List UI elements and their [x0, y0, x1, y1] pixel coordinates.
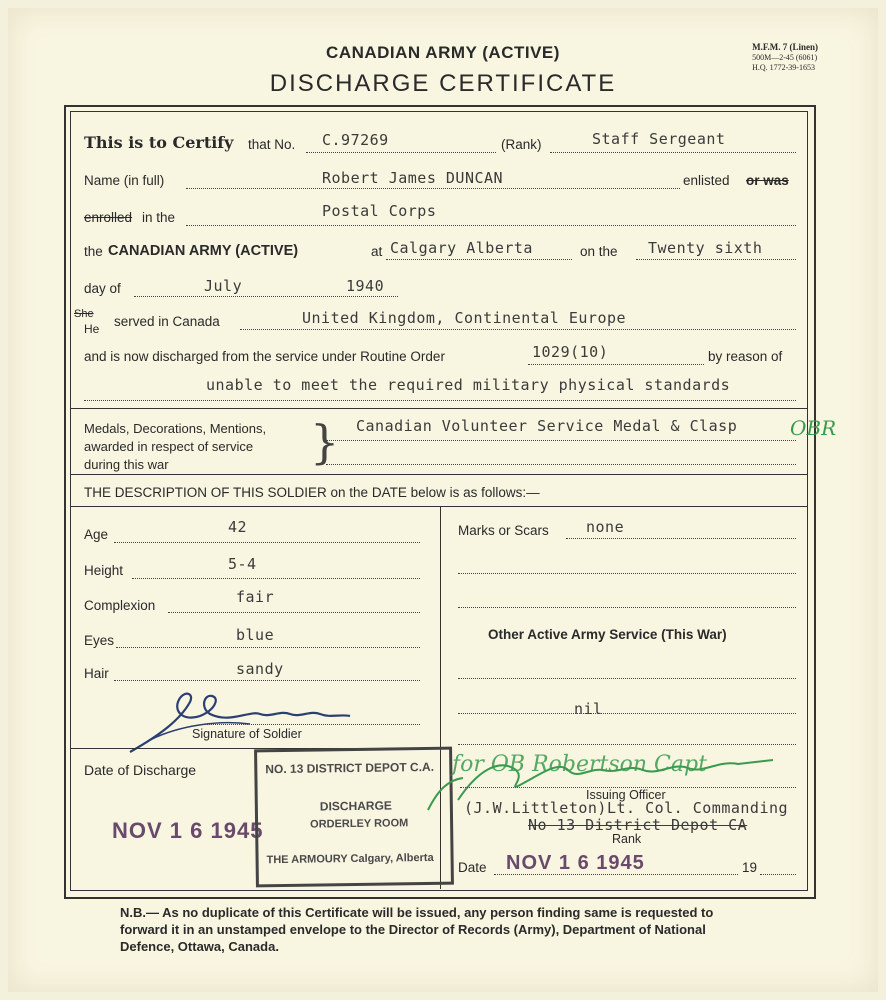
certify-prefix: This is to Certify: [84, 133, 234, 152]
header-certificate-title: DISCHARGE CERTIFICATE: [269, 70, 617, 97]
day-of-label: day of: [84, 281, 121, 296]
corps-value: Postal Corps: [322, 202, 437, 220]
enlistment-day: Twenty sixth: [648, 239, 763, 257]
date-label: Date: [458, 860, 487, 875]
medals-label: [84, 420, 266, 474]
rank-value: Staff Sergeant: [592, 130, 726, 148]
other-service-value: nil: [574, 700, 603, 718]
army-prefix: the: [84, 244, 103, 259]
army-name: CANADIAN ARMY (ACTIVE): [108, 243, 299, 259]
description-heading: THE DESCRIPTION OF THIS SOLDIER on the DATE below is as follows:—: [84, 485, 540, 500]
issuing-signature-text: for OB Robertson Capt: [452, 752, 707, 777]
issuing-officer-label: Issuing Officer: [586, 788, 666, 802]
rank-label: (Rank): [501, 137, 542, 152]
signature-label: Signature of Soldier: [192, 727, 302, 741]
enlisted-struck-text: or was: [746, 173, 789, 188]
form-code: [752, 42, 818, 73]
medals-initials: OBR: [790, 416, 837, 440]
at-label: at: [371, 244, 383, 259]
stamp-line-3: ORDERLEY ROOM: [310, 817, 409, 831]
other-service-heading: Other Active Army Service (This War): [488, 627, 727, 642]
eyes-value: blue: [236, 626, 275, 644]
served-label: served in Canada: [114, 314, 220, 329]
stamp-line-2: DISCHARGE: [319, 798, 392, 814]
depot-struck-text: No 13 District Depot CA: [528, 816, 748, 834]
eyes-label: Eyes: [84, 633, 115, 648]
form-code-line-2: 500M—2-45 (6061): [752, 53, 818, 62]
age-label: Age: [84, 527, 109, 542]
served-places: United Kingdom, Continental Europe: [302, 309, 627, 327]
medals-label-line-3: during this war: [84, 457, 169, 472]
discharge-reason: unable to meet the required military physical standards: [206, 376, 731, 394]
medals-label-line-1: Medals, Decorations, Mentions,: [84, 421, 267, 436]
medals-value: Canadian Volunteer Service Medal & Clasp: [356, 417, 738, 435]
height-value: 5-4: [228, 555, 257, 573]
complexion-label: Complexion: [84, 598, 156, 613]
enrolled-struck-text: enrolled: [84, 210, 133, 225]
she-struck-text: She: [74, 308, 94, 320]
date-of-discharge-label: Date of Discharge: [84, 762, 197, 778]
hair-value: sandy: [236, 660, 284, 678]
stamp-line-4: THE ARMOURY Calgary, Alberta: [266, 851, 434, 867]
routine-order: 1029(10): [532, 343, 609, 361]
medals-brace: }: [310, 415, 340, 469]
in-the-label: in the: [142, 210, 176, 225]
name-label: Name (in full): [84, 173, 165, 188]
service-number: C.97269: [322, 131, 389, 149]
enlistment-month: July: [204, 277, 243, 295]
hair-label: Hair: [84, 666, 109, 681]
footer-note: [120, 904, 760, 955]
that-no-label: that No.: [248, 137, 296, 152]
officer-name: (J.W.Littleton)Lt. Col. Commanding: [464, 799, 789, 817]
stamp-line-1: NO. 13 DISTRICT DEPOT C.A.: [265, 759, 435, 777]
year-suffix: 19: [742, 860, 758, 875]
enlistment-year: 1940: [346, 277, 385, 295]
form-code-line-3: H.Q. 1772-39-1653: [752, 63, 815, 72]
name-value: Robert James DUNCAN: [322, 169, 504, 187]
discharged-label: and is now discharged from the service under Routine Order: [84, 349, 445, 364]
footer-note-label: N.B.—: [120, 905, 159, 920]
marks-label: Marks or Scars: [458, 523, 549, 538]
rank-caption: Rank: [612, 832, 642, 846]
enlisted-label: enlisted: [683, 173, 730, 188]
issue-date-stamp: NOV 1 6 1945: [506, 852, 645, 874]
form-code-line-1: M.F.M. 7 (Linen): [752, 42, 818, 52]
height-label: Height: [84, 563, 124, 578]
marks-value: none: [586, 518, 625, 536]
discharge-date-stamp: NOV 1 6 1945: [112, 818, 264, 843]
enlistment-place: Calgary Alberta: [390, 239, 533, 257]
age-value: 42: [228, 518, 248, 536]
he-label: He: [84, 322, 100, 336]
medals-label-line-2: awarded in respect of service: [84, 439, 254, 454]
on-the-label: on the: [580, 244, 618, 259]
complexion-value: fair: [236, 588, 275, 606]
header-army-title: CANADIAN ARMY (ACTIVE): [326, 43, 560, 62]
by-reason-label: by reason of: [708, 349, 783, 364]
footer-note-text: As no duplicate of this Certificate will be issued, any person finding same is requested to forward it in an unstamped envelope to the Director of Records (Army), Department of National Defence, Ottawa, Canada.: [120, 905, 714, 954]
